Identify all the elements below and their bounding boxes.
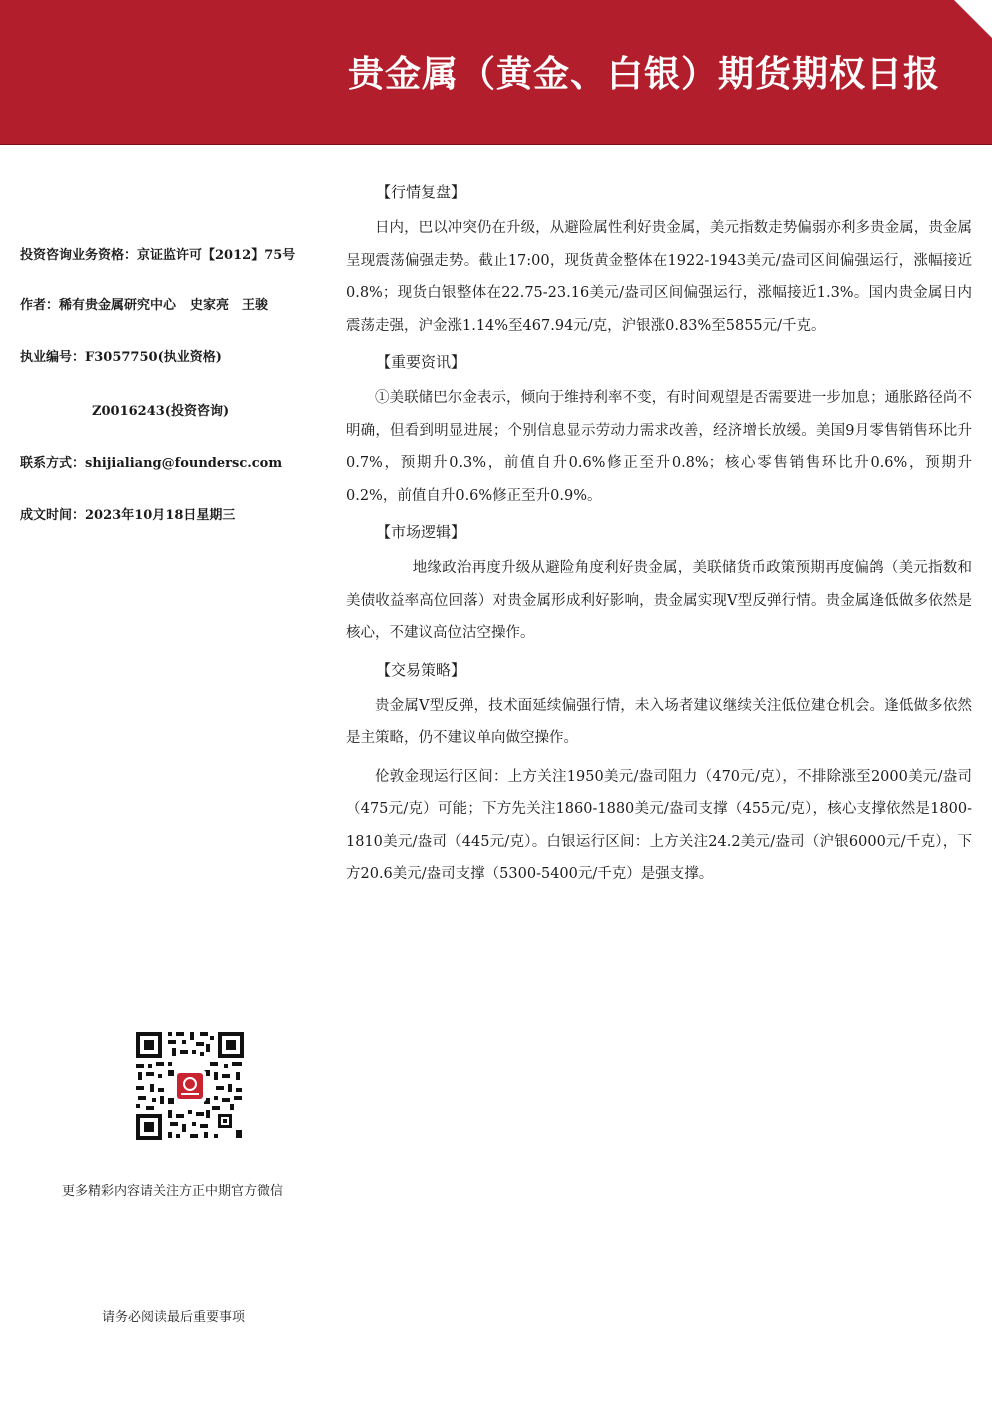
license-row: [20, 346, 222, 365]
review-paragraph: 日内，巴以冲突仍在升级，从避险属性利好贵金属，美元指数走势偏弱亦利多贵金属，贵金属呈现震荡偏强走势。截止17:00，现货黄金整体在1922-1943美元/盎司区间偏强运行，涨幅接近0.8%；现货白银整体在22.75-23.16美元/盎司区间偏强运行，涨幅接近1.3%。国内贵金属日内震荡走强，沪金涨1.14%至467.94元/克，沪银涨0.83%至5855元/千克。: [346, 220, 972, 334]
qualification-row: [20, 244, 295, 263]
date-row: [20, 504, 235, 523]
license-label: 执业编号：: [20, 350, 86, 365]
contact-row: [20, 452, 282, 471]
strategy-paragraph-1: 贵金属V型反弹，技术面延续偏强行情，未入场者建议继续关注低位建仓机会。逢低做多依然是主策略，仍不建议单向做空操作。: [346, 697, 972, 746]
wechat-qr-code: [134, 1030, 246, 1142]
license-value-1: F3057750(执业资格): [85, 350, 222, 365]
qr-caption: 更多精彩内容请关注方正中期官方微信: [62, 1184, 284, 1199]
license-value-2: Z0016243(投资咨询): [92, 404, 230, 419]
section-heading-news: 【重要资讯】: [376, 353, 467, 371]
report-title: 贵金属（黄金、白银）期货期权日报: [347, 54, 940, 95]
section-heading-logic: 【市场逻辑】: [376, 523, 467, 541]
header-divider: [0, 144, 992, 145]
contact-email[interactable]: shijialiang@foundersc.com: [85, 456, 283, 471]
author-row: [20, 294, 268, 313]
section-heading-strategy: 【交易策略】: [376, 660, 467, 679]
disclaimer-note: 请务必阅读最后重要事项: [102, 1310, 246, 1325]
header-band: [0, 0, 992, 144]
logic-paragraph: 地缘政治再度升级从避险角度利好贵金属，美联储货币政策预期再度偏鸽（美元指数和美债收益率高位回落）对贵金属形成利好影响，贵金属实现V型反弹行情。贵金属逢低做多依然是核心，不建议高位沽空操作。: [346, 560, 972, 641]
section-heading-review: 【行情复盘】: [376, 183, 467, 201]
license-row-2: [20, 400, 229, 419]
author-org: 稀有贵金属研究中心: [59, 298, 177, 313]
author-names: 史家亮 王骏: [190, 298, 269, 313]
qualification-value: 京证监许可【2012】75号: [137, 248, 296, 263]
contact-label: 联系方式：: [20, 456, 86, 471]
header-corner-decoration: [954, 0, 992, 40]
news-paragraph: ①美联储巴尔金表示，倾向于维持利率不变，有时间观望是否需要进一步加息；通胀路径尚不明确，但看到明显进展；个别信息显示劳动力需求改善，经济增长放缓。美国9月零售销售环比升0.7%，预期升0.3%，前值自升0.6%修正至升0.8%；核心零售销售环比升0.6%，预期升0.2%，前值自升0.6%修正至升0.9%。: [346, 390, 972, 504]
qualification-label: 投资咨询业务资格：: [20, 248, 138, 263]
date-value: 2023年10月18日星期三: [85, 508, 236, 523]
date-label: 成文时间：: [20, 508, 86, 523]
author-label: 作者：: [20, 298, 60, 313]
strategy-paragraph-2: 伦敦金现运行区间：上方关注1950美元/盎司阻力（470元/克），不排除涨至2000美元/盎司（475元/克）可能；下方先关注1860-1880美元/盎司支撑（455元/克），核心支撑依然是1800-1810美元/盎司（445元/克）。白银运行区间：上方关注24.2美元/盎司（沪银6000元/千克），下方20.6美元/盎司支撑（5300-5400元/千克）是强支撑。: [346, 768, 972, 882]
report-body: [346, 172, 972, 891]
